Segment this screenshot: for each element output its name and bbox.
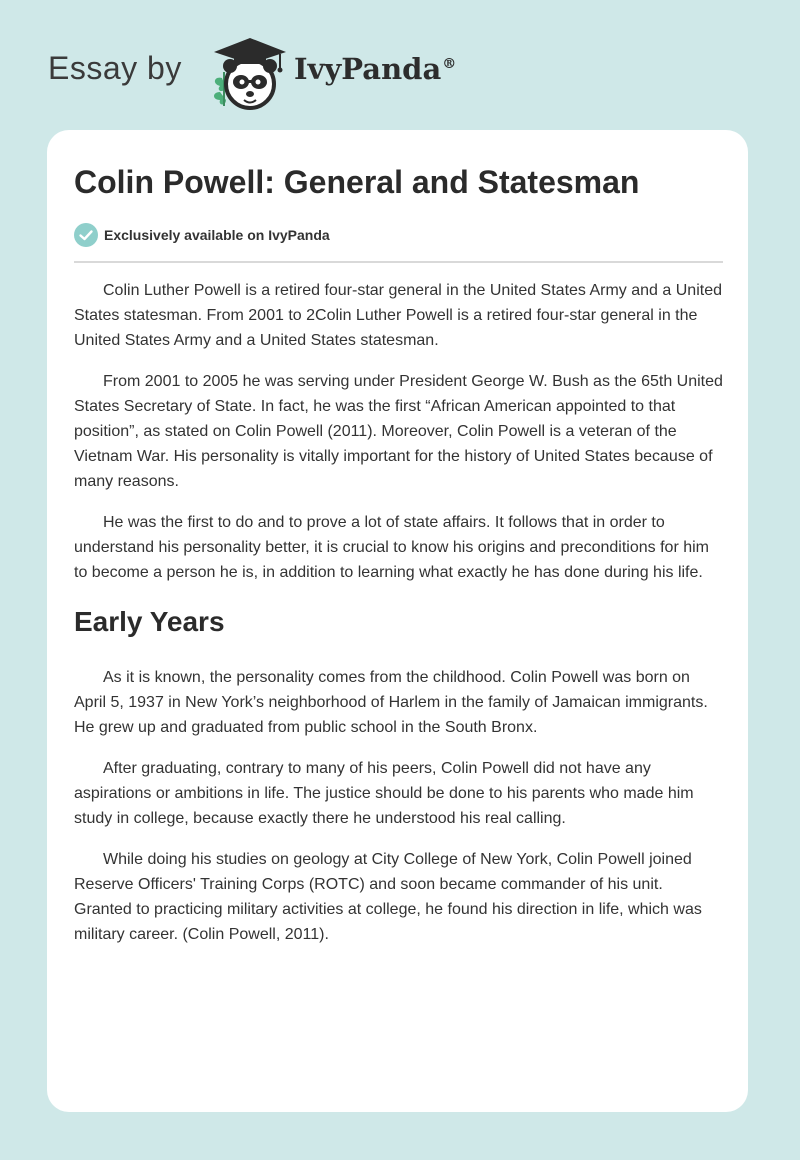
paragraph: From 2001 to 2005 he was serving under President George W. Bush as the 65th United States Secretary of State. In fact, he was the first “African American appointed to that position”, as stated on Colin Powell (2011). Moreover, Colin Powell is a veteran of the Vietnam War. His personality is vitally important for the history of United States because of many reasons. bbox=[74, 373, 723, 490]
essay-body bbox=[74, 278, 724, 963]
section-heading-early-years: Early Years bbox=[74, 606, 225, 637]
paragraph: While doing his studies on geology at City College of New York, Colin Powell joined Reserve Officers' Training Corps (ROTC) and soon became commander of his unit. Granted to practicing military activities at college, he found his direction in life, which was military career. (Colin Powell, 2011). bbox=[74, 851, 702, 943]
paragraph: Colin Luther Powell is a retired four-star general in the United States Army and a United States statesman. From 2001 to 2Colin Luther Powell is a retired four-star general in the United States Army and a United States statesman. bbox=[74, 282, 722, 349]
brand-name[interactable]: IvyPanda® bbox=[294, 52, 457, 86]
essay-card bbox=[47, 130, 748, 1112]
site-header bbox=[48, 32, 568, 112]
registered-mark: ® bbox=[442, 56, 457, 73]
panda-graduate-logo-icon[interactable] bbox=[202, 32, 288, 112]
exclusive-badge bbox=[74, 223, 330, 247]
exclusive-badge-label: Exclusively available on IvyPanda bbox=[104, 227, 330, 243]
check-circle-icon bbox=[74, 223, 98, 247]
essay-by-label: Essay by bbox=[48, 50, 182, 86]
page-title: Colin Powell: General and Statesman bbox=[74, 164, 640, 200]
paragraph: He was the first to do and to prove a lot of state affairs. It follows that in order to understand his personality better, it is crucial to know his origins and preconditions for him to become a person he is, in addition to learning what exactly he has done during his life. bbox=[74, 514, 709, 581]
paragraph: As it is known, the personality comes from the childhood. Colin Powell was born on April 5, 1937 in New York’s neighborhood of Harlem in the family of Jamaican immigrants. He grew up and graduated from public school in the South Bronx. bbox=[74, 669, 708, 736]
paragraph: After graduating, contrary to many of his peers, Colin Powell did not have any aspirations or ambitions in life. The justice should be done to his parents who made him study in college, because exactly there he understood his real calling. bbox=[74, 760, 694, 827]
divider bbox=[74, 261, 723, 263]
